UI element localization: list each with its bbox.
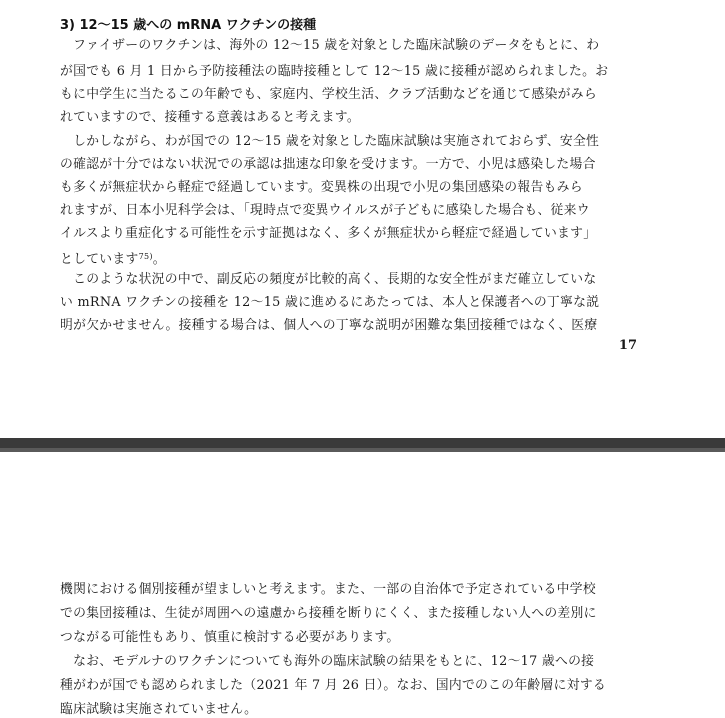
paragraph-line: 機関における個別接種が望ましいと考えます。また、一部の自治体で予定されている中学校 xyxy=(60,582,596,597)
paragraph-line: い mRNA ワクチンの接種を 12～15 歳に進めるにあたっては、本人と保護者への丁寧な説 xyxy=(60,295,600,310)
paragraph-line: つながる可能性もあり、慎重に検討する必要があります。 xyxy=(60,630,400,645)
page-number: 17 xyxy=(618,338,637,353)
paragraph-line: 臨床試験は実施されていません。 xyxy=(60,702,258,717)
paragraph-line: イルスより重症化する可能性を示す証拠はなく、多くが無症状から軽症で経過しています」 xyxy=(60,226,597,241)
paragraph-line: もに中学生に当たるこの年齢でも、家庭内、学校生活、クラブ活動などを通じて感染がみら xyxy=(60,87,597,102)
paragraph-line: れますが、日本小児科学会は、「現時点で変異ウイルスが子どもに感染した場合も、従来ウ xyxy=(60,203,590,218)
page-separator xyxy=(0,438,725,452)
paragraph-text: としています xyxy=(60,252,139,267)
paragraph-line: も多くが無症状から軽症で経過しています。変異株の出現で小児の集団感染の報告もみら xyxy=(60,180,583,195)
paragraph-line: 種がわが国でも認められました（2021 年 7 月 26 日）。なお、国内でのこの年齢層に対する xyxy=(60,678,607,693)
paragraph-line: しかしながら、わが国での 12～15 歳を対象とした臨床試験は実施されておらず、安全性 xyxy=(60,134,600,149)
paragraph-line: このような状況の中で、副反応の頻度が比較的高く、長期的な安全性がまだ確立していな xyxy=(60,272,597,287)
paragraph-line: ファイザーのワクチンは、海外の 12～15 歳を対象とした臨床試験のデータをもとに、わ xyxy=(60,38,600,53)
section-heading: 3) 12～15 歳への mRNA ワクチンの接種 xyxy=(60,18,317,33)
paragraph-line: が国でも 6 月 1 日から予防接種法の臨時接種として 12～15 歳に接種が認められました。お xyxy=(60,64,609,79)
paragraph-line: れていますので、接種する意義はあると考えます。 xyxy=(60,110,360,125)
paragraph-line-with-footnote xyxy=(60,249,166,268)
document-page-18 xyxy=(0,452,725,718)
paragraph-line: なお、モデルナのワクチンについても海外の臨床試験の結果をもとに、12～17 歳への接 xyxy=(60,654,595,669)
paragraph-line: の確認が十分ではない状況での承認は拙速な印象を受けます。一方で、小児は感染した場合 xyxy=(60,157,596,172)
paragraph-line: での集団接種は、生徒が周囲への遠慮から接種を断りにくく、また接種しない人への差別に xyxy=(60,606,597,621)
paragraph-line: 明が欠かせません。接種する場合は、個人への丁寧な説明が困難な集団接種ではなく、医療 xyxy=(60,318,598,333)
footnote-reference: 75) xyxy=(138,252,153,261)
sentence-end: 。 xyxy=(152,252,166,267)
